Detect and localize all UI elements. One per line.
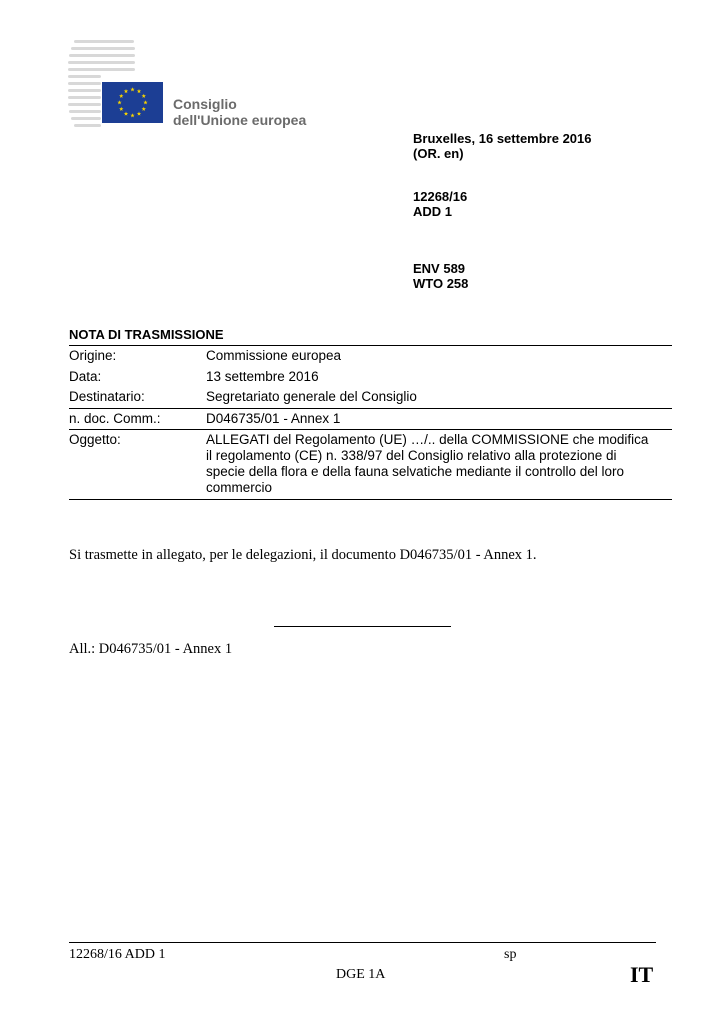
footer-initials: sp xyxy=(504,947,517,962)
footer-rule xyxy=(69,942,656,943)
footer-language: IT xyxy=(630,962,654,987)
code-wto: WTO 258 xyxy=(413,276,469,291)
nota-title: NOTA DI TRASMISSIONE xyxy=(69,327,224,342)
table-row xyxy=(69,387,672,408)
logo-line-1: Consiglio xyxy=(173,96,237,112)
code-env: ENV 589 xyxy=(413,261,466,276)
nota-table xyxy=(69,345,672,500)
table-row xyxy=(69,409,672,429)
doc-number: 12268/16 xyxy=(413,189,468,204)
table-row xyxy=(69,430,672,499)
table-row xyxy=(69,346,672,367)
row-label: Origine: xyxy=(69,348,117,363)
table-rule xyxy=(69,499,672,500)
row-label: Destinatario: xyxy=(69,389,145,404)
header-doc-number xyxy=(413,189,467,219)
row-value: Commissione europea xyxy=(206,348,342,363)
row-label: Data: xyxy=(69,369,102,384)
original-language: (OR. en) xyxy=(413,146,464,161)
subject-line: ALLEGATI del Regolamento (UE) …/.. della COMMISSIONE che modifica xyxy=(206,432,649,447)
table-row xyxy=(69,367,672,387)
logo-text xyxy=(173,96,306,128)
header-place-date xyxy=(413,131,592,161)
separator-line xyxy=(274,626,451,627)
subject-value xyxy=(206,430,672,499)
footer-department: DGE 1A xyxy=(336,967,386,982)
logo-line-2: dell'Unione europea xyxy=(173,112,307,128)
row-value: Segretariato generale del Consiglio xyxy=(206,389,417,404)
row-value: 13 settembre 2016 xyxy=(206,369,319,384)
addendum: ADD 1 xyxy=(413,204,453,219)
footer-reference: 12268/16 ADD 1 xyxy=(69,947,166,962)
row-value: D046735/01 - Annex 1 xyxy=(206,411,341,426)
subject-line: commercio xyxy=(206,480,273,495)
subject-line: specie della flora e della fauna selvatiche mediante il controllo del loro xyxy=(206,464,624,479)
row-label: Oggetto: xyxy=(69,432,121,447)
header-codes xyxy=(413,261,468,291)
subject-line: il regolamento (CE) n. 338/97 del Consiglio relativo alla protezione di xyxy=(206,448,617,463)
row-label: n. doc. Comm.: xyxy=(69,411,161,426)
attachments-text: All.: D046735/01 - Annex 1 xyxy=(69,641,233,657)
transmission-text: Si trasmette in allegato, per le delegazioni, il documento D046735/01 - Annex 1. xyxy=(69,547,537,563)
place-date: Bruxelles, 16 settembre 2016 xyxy=(413,131,592,146)
